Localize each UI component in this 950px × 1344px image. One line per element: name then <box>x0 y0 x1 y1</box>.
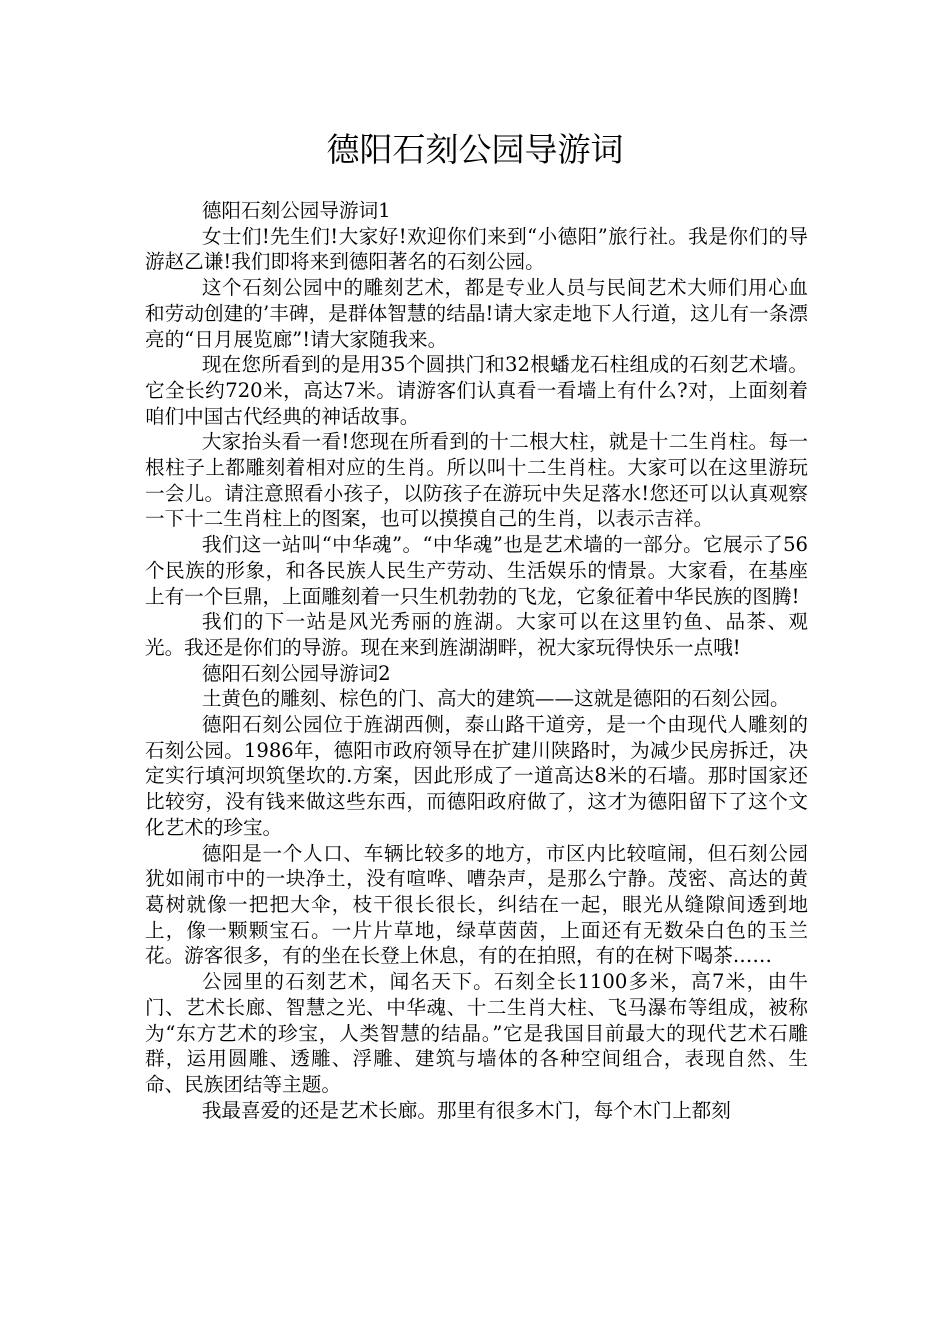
paragraph: 德阳石刻公园位于旌湖西侧，泰山路干道旁，是一个由现代人雕刻的石刻公园。1986年，德阳市政府领导在扩建川陕路时，为减少民房拆迁，决定实行填河坝筑堡坎的.方案，因此形成了一道高达8米的石墙。那时国家还比较穷，没有钱来做这些东西，而德阳政府做了，这才为德阳留下了这个文化艺术的珍宝。 <box>145 713 808 839</box>
document-title: 德阳石刻公园导游词 <box>326 130 624 169</box>
paragraph: 我最喜爱的还是艺术长廊。那里有很多木门，每个木门上都刻 <box>201 1098 731 1122</box>
paragraph: 这个石刻公园中的雕刻艺术，都是专业人员与民间艺术大师们用心血和劳动创建的’丰碑，是群体智慧的结晶!请大家走地下人行道，这儿有一条漂亮的“日月展览廊”!请大家随我来。 <box>145 276 808 351</box>
paragraph: 现在您所看到的是用35个圆拱门和32根蟠龙石柱组成的石刻艺术墙。它全长约720米，高达7米。请游客们认真看一看墙上有什么?对，上面刻着咱们中国古代经典的神话故事。 <box>145 353 808 428</box>
paragraph: 我们这一站叫“中华魂”。“中华魂”也是艺术墙的一部分。它展示了56个民族的形象，和各民族人民生产劳动、生活娱乐的情景。大家看，在基座上有一个巨鼎，上面雕刻着一只生机勃勃的飞龙，它象征着中华民族的图腾! <box>145 533 808 608</box>
section-heading: 德阳石刻公园导游词1 <box>201 199 391 222</box>
paragraph: 土黄色的雕刻、棕色的门、高大的建筑——这就是德阳的石刻公园。 <box>201 687 790 711</box>
document-body <box>145 198 808 1123</box>
paragraph: 大家抬头看一看!您现在所看到的十二根大柱，就是十二生肖柱。每一根柱子上都雕刻着相对应的生肖。所以叫十二生肖柱。大家可以在这里游玩一会儿。请注意照看小孩子，以防孩子在游玩中失足落水!您还可以认真观察一下十二生肖柱上的图案，也可以摸摸自己的生肖，以表示吉祥。 <box>145 430 808 531</box>
paragraph: 我们的下一站是风光秀丽的旌湖。大家可以在这里钓鱼、品茶、观光。我还是你们的导游。现在来到旌湖湖畔，祝大家玩得快乐一点哦! <box>145 610 808 659</box>
paragraph: 女士们!先生们!大家好!欢迎你们来到“小德阳”旅行社。我是你们的导游赵乙谦!我们即将来到德阳著名的石刻公园。 <box>145 224 808 274</box>
section-heading: 德阳石刻公园导游词2 <box>201 661 391 685</box>
paragraph: 公园里的石刻艺术，闻名天下。石刻全长1100多米，高7米，由牛门、艺术长廊、智慧之光、中华魂、十二生肖大柱、飞马瀑布等组成，被称为“东方艺术的珍宝，人类智慧的结晶。”它是我国目前最大的现代艺术石雕群，运用圆雕、透雕、浮雕、建筑与墙体的各种空间组合，表现自然、生命、民族团结等主题。 <box>145 970 808 1096</box>
paragraph: 德阳是一个人口、车辆比较多的地方，市区内比较喧闹，但石刻公园犹如闹市中的一块净土，没有喧哗、嘈杂声，是那么宁静。茂密、高达的黄葛树就像一把把大伞，枝干很长很长，纠结在一起，眼光从缝隙间透到地上，像一颗颗宝石。一片片草地，绿草茵茵，上面还有无数朵白色的玉兰花。游客很多，有的坐在长登上休息，有的在拍照，有的在树下喝茶…… <box>145 841 808 968</box>
